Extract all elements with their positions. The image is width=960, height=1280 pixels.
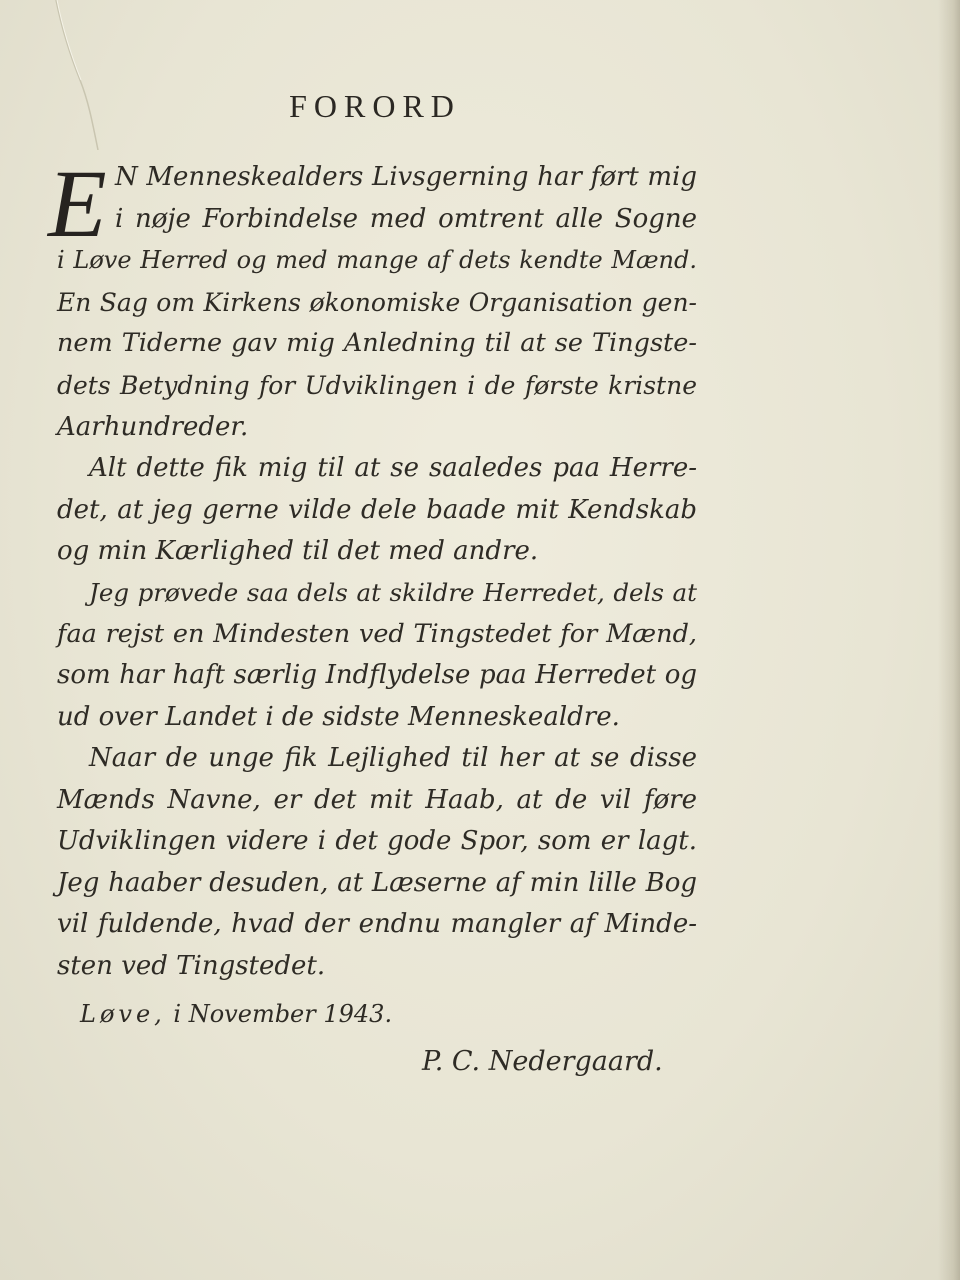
- place: Løve,: [80, 1000, 166, 1028]
- signature: P. C. Nedergaard.: [422, 1046, 663, 1077]
- text-line: N Menneskealders Livsgerning har ført mig: [115, 162, 697, 192]
- paragraph-1: [57, 157, 697, 448]
- text-line: faa rejst en Mindesten ved Tingstedet for Mænd,: [57, 618, 697, 649]
- text-line: En Sag om Kirkens økonomiske Organisation gen-: [57, 287, 697, 317]
- text-line: vil fuldende, hvad der endnu mangler af Minde-: [57, 909, 697, 940]
- text-line: i Løve Herred og med mange af dets kendte Mænd.: [57, 246, 697, 275]
- text-line: Jeg prøvede saa dels at skildre Herredet, dels at: [89, 578, 697, 607]
- text-line: dets Betydning for Udviklingen i de første kristne: [57, 370, 697, 400]
- date: i November 1943.: [173, 1000, 393, 1028]
- paragraph-2: [57, 448, 697, 573]
- text-line: Naar de unge fik Lejlighed til her at se disse: [89, 743, 697, 773]
- paragraph-3: [57, 572, 697, 738]
- text-line: det, at jeg gerne vilde dele baade mit Kendskab: [57, 494, 697, 525]
- drop-cap: E: [48, 150, 107, 257]
- place-date: [80, 1000, 392, 1028]
- text-line: og min Kærlighed til det med andre.: [57, 536, 539, 567]
- paragraph-4: [57, 738, 697, 988]
- text-line: Jeg haaber desuden, at Læserne af min lille Bog: [57, 867, 697, 898]
- text-line: sten ved Tingstedet.: [57, 950, 326, 981]
- page-edge-shadow: [938, 0, 960, 1280]
- page-title: FORORD: [289, 88, 461, 124]
- text-line: Udviklingen videre i det gode Spor, som er lagt.: [57, 826, 697, 857]
- paper-crease: [40, 0, 110, 150]
- text-line: nem Tiderne gav mig Anledning til at se Tingste-: [57, 328, 697, 359]
- text-line: Aarhundreder.: [57, 411, 249, 442]
- text-line: som har haft særlig Indflydelse paa Herredet og: [57, 660, 697, 691]
- text-line: i nøje Forbindelse med omtrent alle Sogne: [115, 203, 697, 234]
- text-line: Mænds Navne, er det mit Haab, at de vil føre: [57, 784, 697, 815]
- text-line: ud over Landet i de sidste Menneskealdre.: [57, 701, 620, 732]
- text-line: Alt dette fik mig til at se saaledes paa Herre-: [89, 453, 697, 483]
